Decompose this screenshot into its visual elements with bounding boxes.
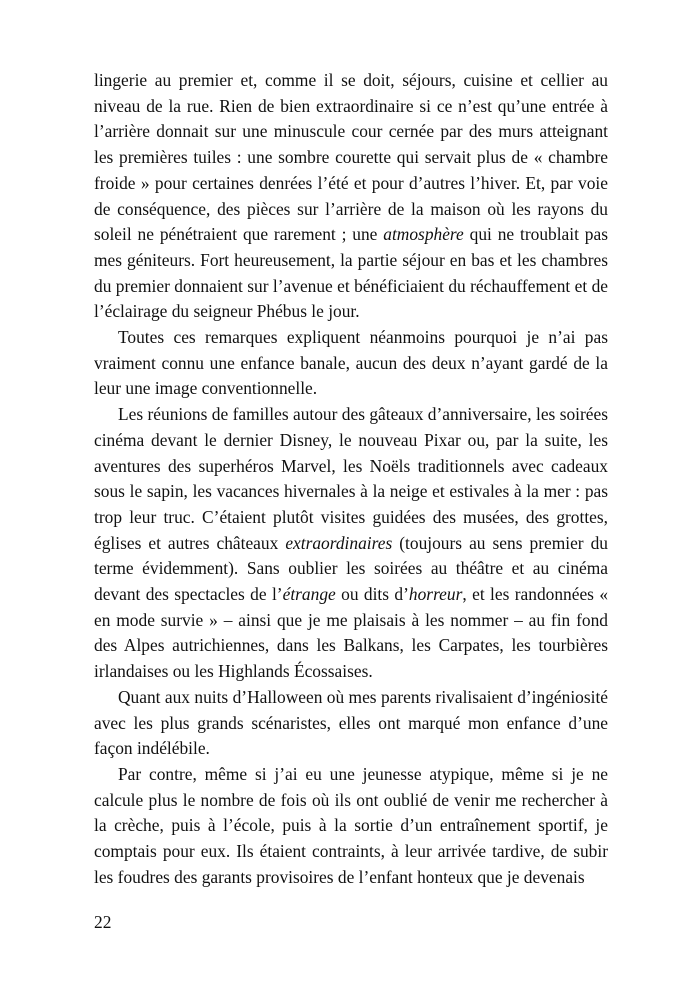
text-run: Les réunions de familles autour des gâteaux d’anniversaire, les soirées cinéma devant le dernier Disney, le nouveau Pixar ou, par la suite, les aventures des superhéros Marvel, les Noëls traditionnels avec cadeaux sous le sapin, les vacances hivernales à la neige et estivales à la mer : pas trop leur truc. C’étaient plutôt visites guidées des musées, des grottes, églises et autres châteaux <box>94 404 608 553</box>
text-run: ou dits d’ <box>335 584 409 605</box>
paragraph <box>94 685 608 762</box>
body-text <box>94 68 608 891</box>
italic-text: atmosphère <box>383 224 464 245</box>
paragraph <box>94 325 608 402</box>
page-number: 22 <box>94 912 112 932</box>
paragraph <box>94 762 608 891</box>
paragraph <box>94 68 608 325</box>
text-run: (toujours au sens premier du terme évidemment). Sans oublier les soirées au théâtre et au cinéma devant des spectacles de l’ <box>94 532 608 605</box>
text-run: Quant aux nuits d’Halloween où mes parents rivalisaient d’ingéniosité avec les plus grands scénaristes, elles ont marqué mon enfance d’une façon indélébile. <box>94 686 608 759</box>
text-run: Par contre, même si j’ai eu une jeunesse atypique, même si je ne calcule plus le nombre de fois où ils ont oublié de venir me rechercher à la crèche, puis à l’école, puis à la sortie d’un entraînement sportif, je comptais pour eux. Ils étaient contraints, à leur arrivée tardive, de subir les foudres des garants provisoires de l’enfant honteux que je devenais <box>94 763 608 887</box>
paragraph <box>94 402 608 685</box>
italic-text: horreur <box>408 584 463 605</box>
italic-text: extraordinaires <box>285 532 393 553</box>
text-run: lingerie au premier et, comme il se doit, séjours, cuisine et cellier au niveau de la rue. Rien de bien extraordinaire si ce n’est qu’une entrée à l’arrière donnait sur une minuscule cour cernée par des murs atteignant les premières tuiles : une sombre courette qui servait plus de « chambre froide » pour certaines denrées l’été et pour d’autres l’hiver. Et, par voie de conséquence, des pièces sur l’arrière de la maison où les rayons du soleil ne pénétraient que rarement ; une <box>94 70 608 245</box>
text-run: Toutes ces remarques expliquent néanmoins pourquoi je n’ai pas vraiment connu une enfance banale, aucun des deux n’ayant gardé de la leur une image conventionnelle. <box>94 327 608 399</box>
text-run: qui ne troublait pas mes géniteurs. Fort heureusement, la partie séjour en bas et les chambres du premier donnaient sur l’avenue et bénéficiaient du réchauffement et de l’éclairage du seigneur Phébus le jour. <box>94 224 608 322</box>
italic-text: étrange <box>282 584 336 605</box>
text-run: , et les randonnées « en mode survie » – ainsi que je me plaisais à les nommer – au fin fond des Alpes autrichiennes, dans les Balkans, les Carpates, les tourbières irlandaises ou les Highlands Écossaises. <box>94 584 609 682</box>
